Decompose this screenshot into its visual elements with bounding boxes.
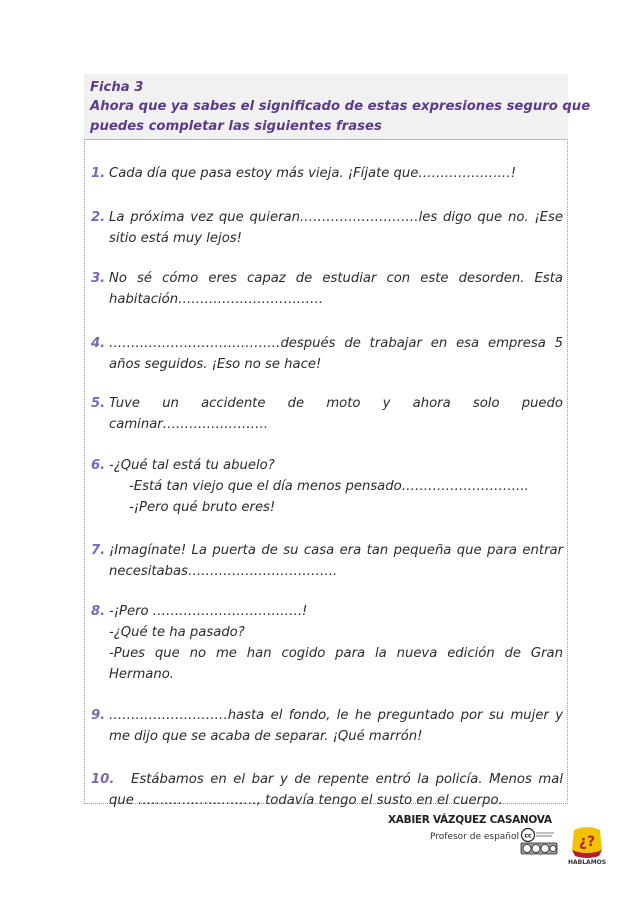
item-text: Hermano.: [109, 667, 174, 682]
svg-text:cc: cc: [524, 832, 532, 840]
svg-text:¿?: ¿?: [578, 834, 596, 850]
item-number: 10.: [91, 772, 115, 787]
item-text: -Pues que no me han cogido para la nueva edición de Gran: [109, 646, 563, 661]
item-text: habitación……………………………: [109, 292, 324, 307]
item-text: -¿Qué te ha pasado?: [109, 625, 245, 640]
instruction-line-1: Ahora que ya sabes el significado de estas expresiones seguro que: [90, 99, 591, 114]
item-text: caminar……………………: [109, 417, 269, 432]
item-text: sitio está muy lejos!: [109, 231, 242, 246]
item-number: 3.: [91, 271, 106, 286]
worksheet-title: Ficha 3: [90, 80, 144, 95]
item-text: necesitabas…………………………….: [109, 564, 338, 579]
item-text: ………………………hasta el fondo, le he preguntado por su mujer y: [109, 708, 563, 723]
item-number: 9.: [91, 708, 106, 723]
item-text: Estábamos en el bar y de repente entró la policía. Menos mal: [131, 772, 563, 787]
item-text: -Está tan viejo que el día menos pensado………………………..: [129, 479, 529, 494]
item-text: …………………………………después de trabajar en esa empresa 5: [109, 336, 563, 351]
item-number: 5.: [91, 396, 106, 411]
item-text: ¡Imagínate! La puerta de su casa era tan pequeña que para entrar: [109, 543, 563, 558]
item-text: No sé cómo eres capaz de estudiar con este desorden. Esta: [109, 271, 563, 286]
item-text: que ………………………, todavía tengo el susto en el cuerpo.: [109, 793, 503, 808]
creative-commons-icon: [520, 827, 558, 857]
item-number: 1.: [91, 166, 106, 181]
item-text: me dijo que se acaba de separar. ¡Qué marrón!: [109, 729, 423, 744]
logo-text: HABLAMOS: [568, 859, 607, 866]
item-text: años seguidos. ¡Eso no se hace!: [109, 357, 322, 372]
item-text: -¿Qué tal está tu abuelo?: [109, 458, 275, 473]
author-role: Profesor de español: [430, 832, 520, 842]
author-name: XABIER VÁZQUEZ CASANOVA: [388, 814, 552, 826]
hablamos-logo: [568, 826, 607, 866]
item-text: -¡Pero qué bruto eres!: [129, 500, 276, 515]
item-text: Tuve un accidente de moto y ahora solo puedo: [109, 396, 563, 411]
item-text: La próxima vez que quieran………………………les digo que no. ¡Ese: [109, 210, 563, 225]
item-number: 2.: [91, 210, 106, 225]
item-number: 6.: [91, 458, 106, 473]
item-text: Cada día que pasa estoy más vieja. ¡Fíjate que…………………!: [109, 166, 516, 181]
item-number: 4.: [91, 336, 106, 351]
item-number: 8.: [91, 604, 106, 619]
item-text: -¡Pero …………………………….!: [109, 604, 308, 619]
item-number: 7.: [91, 543, 106, 558]
instruction-line-2: puedes completar las siguientes frases: [90, 119, 382, 134]
